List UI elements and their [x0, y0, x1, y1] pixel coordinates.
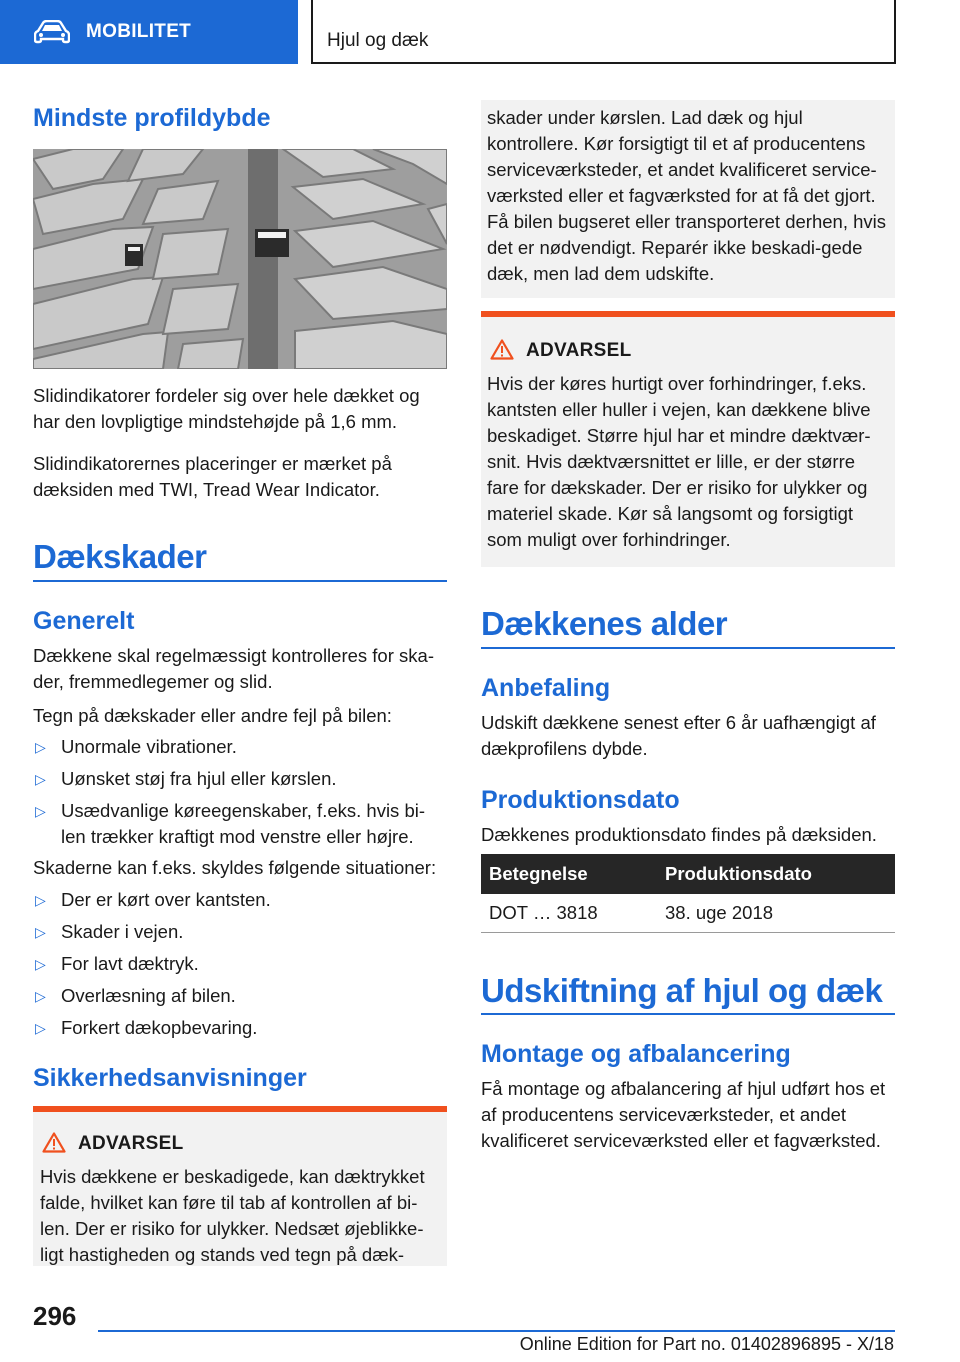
age-heading-rule — [481, 647, 895, 649]
triangle-bullet-icon: ▷ — [35, 988, 46, 1004]
tread-paragraph-1: Slidindikatorer fordeler sig over hele dækket og har den lovpligtige mindstehøjde på 1,6 mm. — [33, 385, 420, 432]
safety-heading: Sikkerhedsanvisninger — [33, 1064, 307, 1092]
triangle-bullet-icon: ▷ — [35, 892, 46, 908]
table-cell: DOT … 3818 — [481, 894, 657, 932]
recommendation-heading: Anbefaling — [481, 674, 611, 702]
triangle-bullet-icon: ▷ — [35, 739, 46, 755]
recommendation-paragraph: Udskift dækkene senest efter 6 år uafhængigt af dækprofilens dybde. — [481, 712, 876, 759]
list-item: ▷ Overlæsning af bilen. — [33, 983, 447, 1009]
warning-triangle-icon — [490, 339, 514, 360]
footer-edition: Online Edition for Part no. 01402896895 - X/18 — [519, 1334, 894, 1354]
production-date-heading: Produktionsdato — [481, 786, 680, 814]
table-cell: 38. uge 2018 — [657, 894, 895, 932]
warning-text: Hvis dækkene er beskadigede, kan dæktrykket falde, hvilket kan føre til tab af kontrollen af bi-len. Der er risiko for ulykker. Nedsæt øjeblikke-ligt hastigheden og stands ved tegn på dæk- — [40, 1166, 425, 1265]
triangle-bullet-icon: ▷ — [35, 803, 46, 819]
list-item: ▷ Uønsket støj fra hjul eller kørslen. — [33, 766, 447, 792]
list-item: ▷ Unormale vibrationer. — [33, 734, 447, 760]
header-section-tab[interactable] — [0, 0, 298, 64]
table-header-cell: Produktionsdato — [657, 854, 895, 894]
list-item: ▷ Usædvanlige køreegenskaber, f.eks. hvis bi-len trækker kraftigt mod venstre eller højre. — [35, 800, 426, 847]
table-row — [481, 894, 895, 932]
table-header-cell: Betegnelse — [481, 854, 657, 894]
warning-title: ADVARSEL — [78, 1133, 184, 1154]
mounting-heading: Montage og afbalancering — [481, 1040, 791, 1068]
mounting-paragraph: Få montage og afbalancering af hjul udført hos et af producentens serviceværksteder, et andet kvalificeret serviceværksted eller et fagværksted. — [481, 1078, 886, 1151]
triangle-bullet-icon: ▷ — [35, 924, 46, 940]
production-date-paragraph: Dækkenes produktionsdato findes på dæksiden. — [481, 824, 877, 845]
table-header-row — [481, 854, 895, 894]
list-item: ▷ Forkert dækopbevaring. — [33, 1015, 447, 1041]
warning-text: Hvis der køres hurtigt over forhindringer, f.eks. kantsten eller huller i vejen, kan dækkene blive beskadiget. Større hjul har et mindre dæktvær-snit. Hvis dæktværsnittet er lille, er der større fare for dækskader. Der er risiko for ulykker og materiel skade. Kør så langsomt og forsigtigt som muligt over forhindringer. — [487, 373, 871, 550]
triangle-bullet-icon: ▷ — [35, 1020, 46, 1036]
triangle-bullet-icon: ▷ — [35, 956, 46, 972]
header-title: Hjul og dæk — [327, 30, 429, 51]
list-item: ▷ Skader i vejen. — [33, 919, 447, 945]
warning-title: ADVARSEL — [526, 340, 632, 361]
warning-continued-text: skader under kørslen. Lad dæk og hjul kontrollere. Kør forsigtigt til et af producentens serviceværksteder, et andet kvalificeret service-værksted eller et fagværksted for at få det gjort. Få bilen bugseret eller transporteret derhen, hvis det er nødvendigt. Reparér ikke beskadi-gede dæk, men lad dem udskifte. — [487, 107, 886, 284]
signs-intro: Tegn på dækskader eller andre fejl på bilen: — [33, 705, 392, 726]
general-paragraph: Dækkene skal regelmæssigt kontrolleres for ska-der, fremmedlegemer og slid. — [33, 645, 434, 692]
triangle-bullet-icon: ▷ — [35, 771, 46, 787]
replacement-heading: Udskiftning af hjul og dæk — [481, 972, 883, 1009]
general-heading: Generelt — [33, 607, 135, 635]
car-icon — [34, 20, 70, 44]
min-tread-heading: Mindste profildybde — [33, 104, 271, 132]
warning-triangle-icon — [42, 1132, 66, 1153]
replacement-heading-rule — [481, 1013, 895, 1015]
damage-heading-rule — [33, 580, 447, 582]
header-section-label: MOBILITET — [86, 21, 192, 42]
page-number: 296 — [33, 1301, 77, 1331]
damage-heading: Dækskader — [33, 538, 207, 575]
production-date-table — [481, 854, 895, 933]
tread-paragraph-2: Slidindikatorernes placeringer er mærket på dæksiden med TWI, Tread Wear Indicator. — [33, 453, 392, 500]
tread-wear-illustration — [33, 149, 447, 369]
list-item: ▷ Der er kørt over kantsten. — [33, 887, 447, 913]
footer-rule — [98, 1330, 895, 1332]
causes-intro: Skaderne kan f.eks. skyldes følgende situationer: — [33, 857, 437, 878]
list-item: ▷ For lavt dæktryk. — [33, 951, 447, 977]
header-title-box — [311, 0, 896, 64]
age-heading: Dækkenes alder — [481, 605, 728, 642]
